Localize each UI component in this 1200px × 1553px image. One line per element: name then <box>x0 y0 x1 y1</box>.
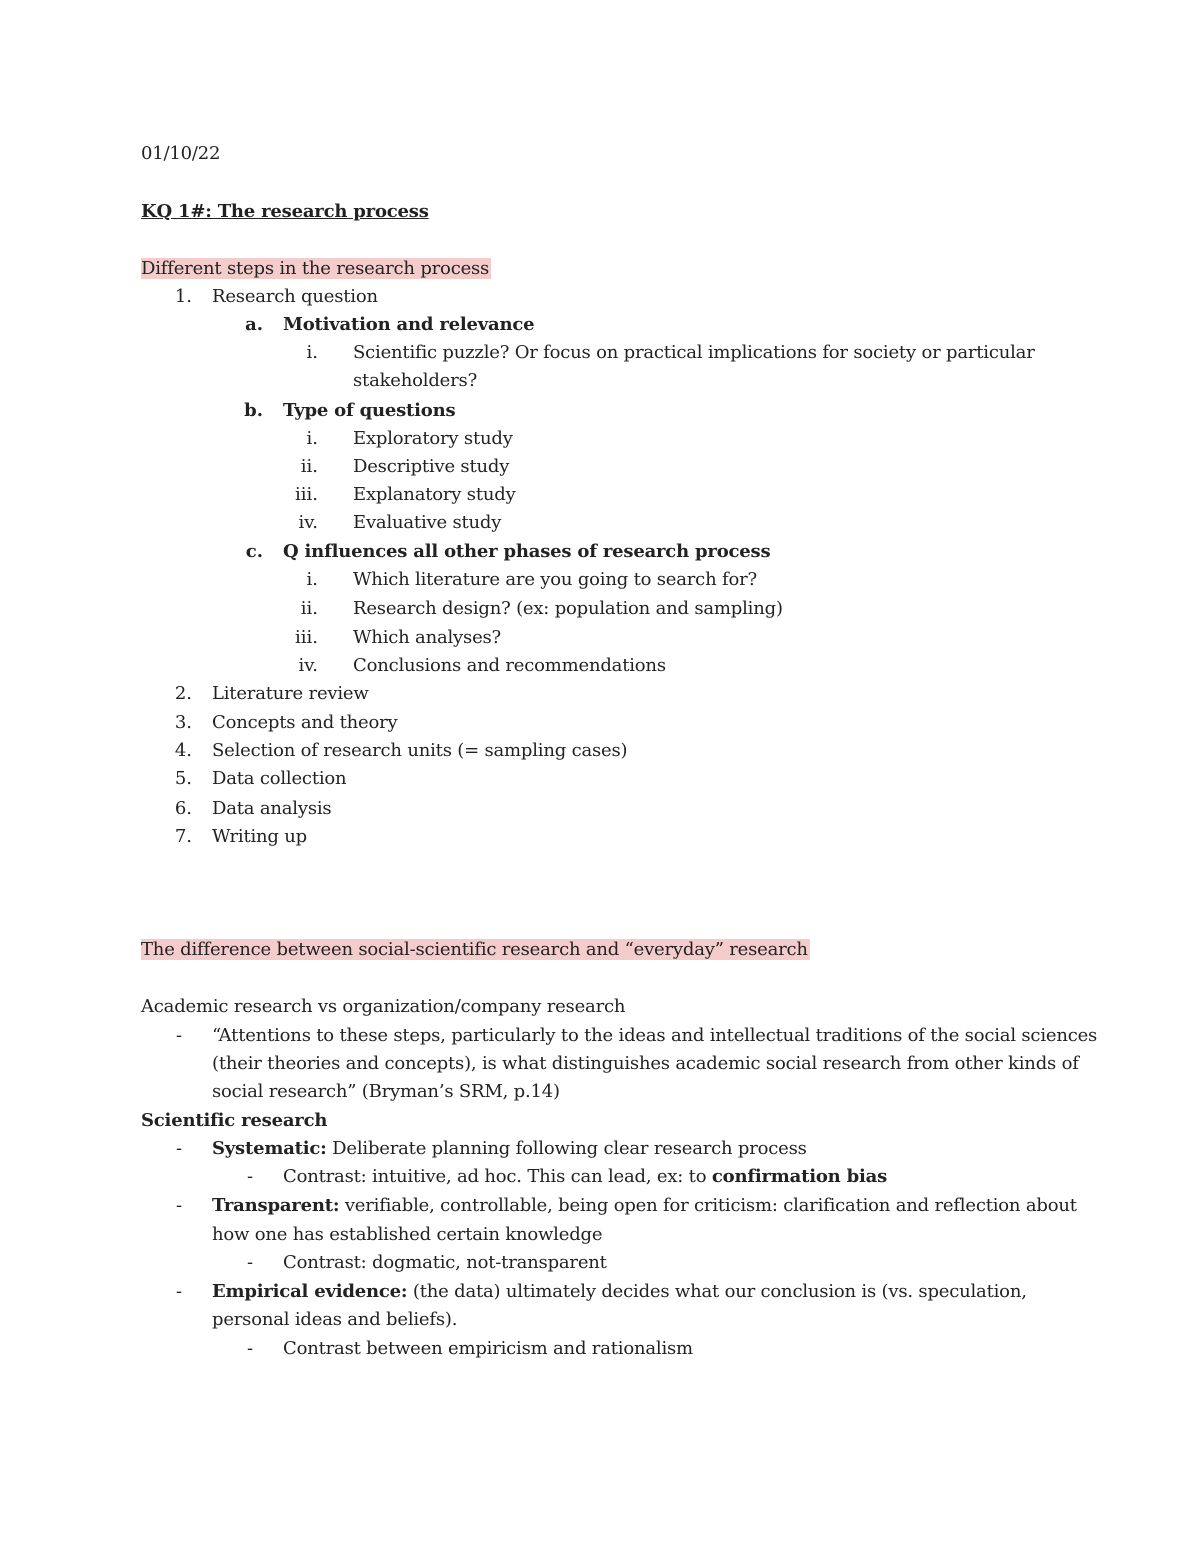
dash-bullet: - <box>247 1338 253 1359</box>
roman-marker: iii. <box>295 627 318 648</box>
roman-marker: iv. <box>298 655 318 676</box>
bullet-empirical <box>212 1278 1027 1306</box>
dash-bullet: - <box>176 1281 182 1302</box>
sub-list-item: Q influences all other phases of research process <box>283 541 771 562</box>
quote-line: (their theories and concepts), is what distinguishes academic social research from other kinds of <box>212 1053 1079 1074</box>
definition: verifiable, controllable, being open for criticism: clarification and reflection about <box>339 1195 1077 1216</box>
definition: Deliberate planning following clear research process <box>326 1138 807 1159</box>
contrast-line <box>283 1163 887 1191</box>
roman-marker: ii. <box>300 456 318 477</box>
date: 01/10/22 <box>141 143 221 164</box>
roman-marker: i. <box>306 342 318 363</box>
dash-bullet: - <box>247 1166 253 1187</box>
sub-list-item: Type of questions <box>283 400 456 421</box>
roman-marker: iv. <box>298 512 318 533</box>
dash-bullet: - <box>176 1138 182 1159</box>
list-number: 3. <box>174 712 192 733</box>
contrast-line: Contrast between empiricism and rationalism <box>283 1338 693 1359</box>
list-item: Research question <box>212 286 378 307</box>
definition: (the data) ultimately decides what our conclusion is (vs. speculation, <box>407 1281 1027 1302</box>
term: Transparent: <box>212 1195 340 1216</box>
term: Empirical evidence: <box>212 1281 408 1302</box>
bullet-transparent <box>212 1192 1077 1220</box>
highlighted-heading-text: The difference between social-scientific research and “everyday” research <box>141 939 808 960</box>
paragraph: Academic research vs organization/company research <box>141 996 626 1017</box>
sub-sub-list-item: Evaluative study <box>353 512 502 533</box>
quote-line: social research” (Bryman’s SRM, p.14) <box>212 1081 560 1102</box>
highlighted-heading-text: Different steps in the research process <box>141 258 490 279</box>
quote-line: “Attentions to these steps, particularly to the ideas and intellectual traditions of the social sciences <box>212 1025 1098 1046</box>
definition-continued: personal ideas and beliefs). <box>212 1309 458 1330</box>
page-title: KQ 1#: The research process <box>141 201 429 222</box>
roman-marker: i. <box>306 428 318 449</box>
sub-sub-list-item: Which literature are you going to search for? <box>353 569 757 590</box>
subheading-scientific-research: Scientific research <box>141 1110 328 1131</box>
definition-continued: how one has established certain knowledge <box>212 1224 603 1245</box>
list-item: Literature review <box>212 683 369 704</box>
roman-marker: i. <box>306 569 318 590</box>
section-heading-difference <box>141 936 810 964</box>
list-number: 1. <box>174 286 192 307</box>
bullet-systematic <box>212 1135 807 1163</box>
sub-sub-list-item: Exploratory study <box>353 428 513 449</box>
sub-sub-list-item: Descriptive study <box>353 456 510 477</box>
list-number: 2. <box>174 683 192 704</box>
list-number: 4. <box>174 740 192 761</box>
sub-sub-list-item: Which analyses? <box>353 627 502 648</box>
term: Systematic: <box>212 1138 327 1159</box>
sub-list-item: Motivation and relevance <box>283 314 535 335</box>
list-letter: c. <box>245 541 263 562</box>
sub-sub-list-item: Research design? (ex: population and sampling) <box>353 598 783 619</box>
sub-sub-list-item: Scientific puzzle? Or focus on practical implications for society or particular <box>353 342 1035 363</box>
list-number: 5. <box>174 768 192 789</box>
list-number: 6. <box>174 798 192 819</box>
section-heading-steps <box>141 255 491 283</box>
roman-marker: ii. <box>300 598 318 619</box>
dash-bullet: - <box>176 1025 182 1046</box>
emphasis: confirmation bias <box>711 1166 888 1187</box>
list-item: Writing up <box>212 826 307 847</box>
sub-sub-list-item-continued: stakeholders? <box>353 370 478 391</box>
sub-sub-list-item: Conclusions and recommendations <box>353 655 666 676</box>
contrast-line: Contrast: dogmatic, not-transparent <box>283 1252 607 1273</box>
list-item: Data collection <box>212 768 347 789</box>
dash-bullet: - <box>176 1195 182 1216</box>
list-item: Selection of research units (= sampling cases) <box>212 740 628 761</box>
roman-marker: iii. <box>295 484 318 505</box>
list-letter: b. <box>244 400 263 421</box>
list-number: 7. <box>174 826 192 847</box>
dash-bullet: - <box>247 1252 253 1273</box>
list-item: Data analysis <box>212 798 332 819</box>
list-letter: a. <box>245 314 263 335</box>
contrast-text: Contrast: intuitive, ad hoc. This can lead, ex: to <box>283 1166 712 1187</box>
sub-sub-list-item: Explanatory study <box>353 484 516 505</box>
list-item: Concepts and theory <box>212 712 398 733</box>
